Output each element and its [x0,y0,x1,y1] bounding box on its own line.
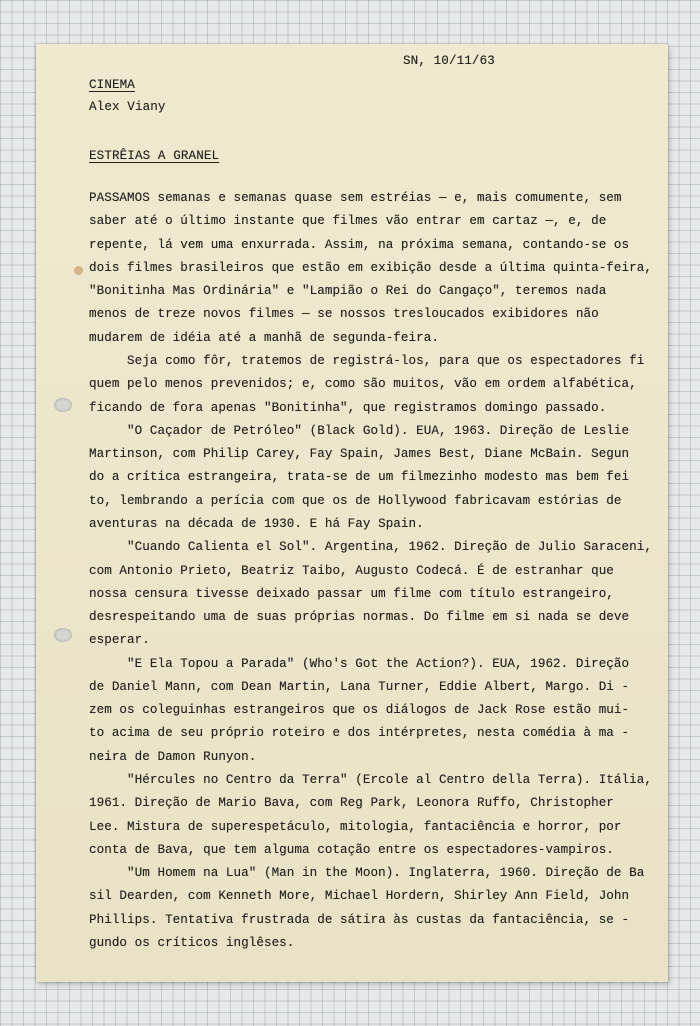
body-line: esperar. [89,633,150,648]
body-line: to acima de seu próprio roteiro e dos intérpretes, nesta comédia à ma - [89,726,630,741]
body-line: conta de Bava, que tem alguma cotação entre os espectadores-vampiros. [89,842,614,857]
body-line: zem os coleguinhas estrangeiros que os diálogos de Jack Rose estão mui- [89,703,630,718]
body-line: Martinson, com Philip Carey, Fay Spain, James Best, Diane McBain. Segun [89,447,630,462]
punch-hole [54,398,72,412]
body-line: Seja como fôr, tratemos de registrá-los, para que os espectadores fi [89,354,645,368]
body-line: to, lembrando a perícia com que os de Hollywood fabricavam estórias de [89,493,622,508]
rust-stain [74,266,83,275]
body-line: mudarem de idéia até a manhã de segunda-feira. [89,330,439,345]
body-line: de Daniel Mann, com Dean Martin, Lana Turner, Eddie Albert, Margo. Di - [89,679,630,694]
body-line: "Hércules no Centro da Terra" (Ercole al Centro della Terra). Itália, [89,773,652,787]
author-name: Alex Viany [89,100,166,114]
section-label: CINEMA [89,78,135,92]
body-line: repente, lá vem uma enxurrada. Assim, na próxima semana, contando-se os [89,237,630,252]
body-line: dois filmes brasileiros que estão em exibição desde a última quinta-feira, [89,260,652,275]
article-title: ESTRÊIAS A GRANEL [89,149,220,163]
date-stamp: SN, 10/11/63 [403,54,495,68]
body-line: Lee. Mistura de superespetáculo, mitologia, fantaciência e horror, por [89,819,622,834]
body-line: "O Caçador de Petróleo" (Black Gold). EUA, 1963. Direção de Leslie [89,423,630,438]
body-line: desrespeitando uma de suas próprias normas. Do filme em si nada se deve [89,610,630,624]
body-line: menos de treze novos filmes — se nossos tresloucados exibidores não [89,307,599,322]
typed-page [36,44,668,982]
body-line: "E Ela Topou a Parada" (Who's Got the Action?). EUA, 1962. Direção [89,656,630,671]
body-line: gundo os críticos inglêses. [89,936,295,950]
body-line: aventuras na década de 1930. E há Fay Spain. [89,516,424,531]
body-line: com Antonio Prieto, Beatriz Taibo, Augusto Codecá. É de estranhar que [89,563,614,578]
body-line: Phillips. Tentativa frustrada de sátira às custas da fantaciência, se - [89,912,630,927]
body-line: "Um Homem na Lua" (Man in the Moon). Inglaterra, 1960. Direção de Ba [89,866,645,881]
body-line: do a crítica estrangeira, trata-se de um filmezinho modesto mas bem fei [89,470,630,485]
body-line: quem pelo menos prevenidos; e, como são muitos, vão em ordem alfabética, [89,377,637,392]
body-line: ficando de fora apenas "Bonitinha", que registramos domingo passado. [89,400,607,415]
body-line: "Cuando Calienta el Sol". Argentina, 1962. Direção de Julio Saraceni, [89,540,652,555]
body-line: "Bonitinha Mas Ordinária" e "Lampião o Rei do Cangaço", teremos nada [89,284,607,299]
body-line: saber até o último instante que filmes vão entrar em cartaz —, e, de [89,214,607,229]
body-line: sil Dearden, com Kenneth More, Michael Hordern, Shirley Ann Field, John [89,889,630,904]
body-line: PASSAMOS semanas e semanas quase sem estréias — e, mais comumente, sem [89,191,622,205]
body-line: nossa censura tivesse deixado passar um filme com título estrangeiro, [89,586,614,601]
punch-hole [54,628,72,642]
body-line: neira de Damon Runyon. [89,749,257,764]
body-line: 1961. Direção de Mario Bava, com Reg Park, Leonora Ruffo, Christopher [89,796,614,811]
